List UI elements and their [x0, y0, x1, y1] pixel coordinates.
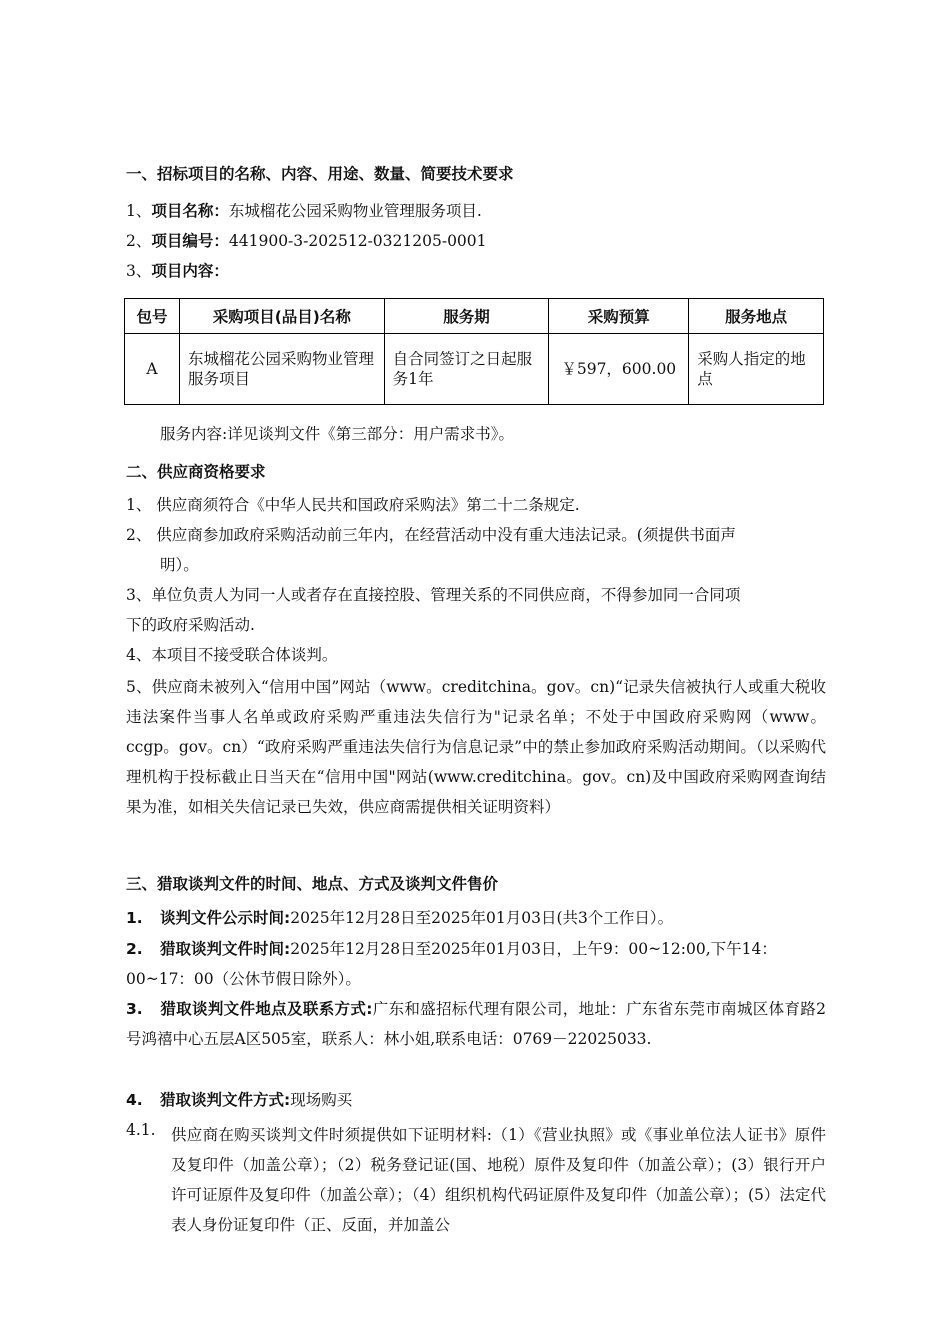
col-header-package: 包号 — [125, 299, 180, 334]
qualification-item-3-cont: 下的政府采购活动. — [126, 616, 255, 634]
qualification-item-4: 4、本项目不接受联合体谈判。 — [126, 646, 338, 664]
project-name-line — [126, 201, 826, 221]
item-label: 谈判文件公示时间: — [160, 909, 291, 927]
col-header-item-name: 采购项目(品目)名称 — [179, 299, 384, 334]
item-number: 3. — [126, 1000, 143, 1018]
item-text: 供应商在购买谈判文件时须提供如下证明材料:（1）《营业执照》或《事业单位法人证书》原件及复印件（加盖公章）；（2）税务登记证(国、地税）原件及复印件（加盖公章）；(3）银行开户许可证原件及复印件（加盖公章）；（4）组织机构代码证原件及复印件（加盖公章）；(5）法定代表人身份证复印件（正、反面，并加盖公 — [171, 1126, 826, 1234]
project-name-value: 东城榴花公园采购物业管理服务项目. — [228, 202, 482, 220]
project-name-label: 项目名称： — [151, 202, 229, 220]
qualification-item-1: 1、 供应商须符合《中华人民共和国政府采购法》第二十二条规定. — [126, 496, 580, 514]
item-text: 广东和盛招标代理有限公司，地址：广东省东莞市南城区体育路2号鸿禧中心五层A区505室，联系人：林小姐,联系电话：0769－22025033. — [126, 1000, 826, 1048]
item-text: 2025年12月28日至2025年01月03日(共3个工作日）。 — [290, 909, 674, 927]
item-label: 猎取谈判文件时间: — [160, 940, 291, 958]
project-number-value: 441900-3-202512-0321205-0001 — [228, 232, 487, 250]
item-prefix: 1、 — [126, 202, 152, 220]
section1-title: 一、招标项目的名称、内容、用途、数量、简要技术要求 — [126, 165, 514, 183]
qualification-item-2-cont: 明）。 — [160, 556, 199, 574]
cell-service-location: 采购人指定的地点 — [689, 334, 824, 405]
cell-budget: ￥597，600.00 — [549, 334, 689, 405]
item-label: 猎取谈判文件方式: — [160, 1091, 291, 1109]
item-text: 现场购买 — [290, 1091, 353, 1109]
col-header-service-location: 服务地点 — [689, 299, 824, 334]
item-number: 1. — [126, 909, 143, 927]
item-label: 猎取谈判文件地点及联系方式: — [160, 1000, 373, 1018]
cell-item-name: 东城榴花公园采购物业管理服务项目 — [179, 334, 384, 405]
project-number-line — [126, 231, 826, 251]
item-text: 2025年12月28日至2025年01月03日，上午9：00~12:00,下午14：00~17：00（公休节假日除外）。 — [126, 940, 777, 988]
obtain-item-1 — [126, 908, 826, 928]
col-header-budget: 采购预算 — [549, 299, 689, 334]
qualification-item-5: 5、供应商未被列入“信用中国”网站（www。creditchina。gov。cn)“记录失信被执行人或重大税收违法案件当事人名单或政府采购严重违法失信行为"记录名单；不处于中国政府采购网（www。ccgp。gov。cn）“政府采购严重违法失信行为信息记录”中的禁止参加政府采购活动期间。（以采购代理机构于投标截止日当天在“信用中国"网站(www.creditchina。gov。cn)及中国政府采购网查询结果为准，如相关失信记录已失效，供应商需提供相关证明资料） — [126, 678, 826, 816]
section3-title: 三、猎取谈判文件的时间、地点、方式及谈判文件售价 — [126, 875, 499, 893]
cell-service-period: 自合同签订之日起服务1年 — [384, 334, 549, 405]
project-number-label: 项目编号： — [151, 232, 229, 250]
project-content-line — [126, 261, 826, 281]
item-number: 4. — [126, 1091, 143, 1109]
section2-title: 二、供应商资格要求 — [126, 463, 266, 481]
item-number: 2. — [126, 940, 143, 958]
qualification-item-2: 2、 供应商参加政府采购活动前三年内，在经营活动中没有重大违法记录。(须提供书面声 — [126, 526, 736, 544]
item-prefix: 2、 — [126, 232, 152, 250]
qualification-item-3: 3、单位负责人为同一人或者存在直接控股、管理关系的不同供应商，不得参加同一合同项 — [126, 586, 741, 604]
item-number: 4.1. — [126, 1121, 156, 1139]
cell-package: A — [125, 334, 180, 405]
obtain-item-3 — [126, 994, 826, 1054]
obtain-item-4 — [126, 1090, 826, 1110]
obtain-item-2 — [126, 934, 826, 994]
item-prefix: 3、 — [126, 262, 152, 280]
col-header-service-period: 服务期 — [384, 299, 549, 334]
service-content: 服务内容:详见谈判文件《第三部分：用户需求书》。 — [160, 425, 514, 443]
table-row — [125, 334, 824, 405]
table-header-row — [125, 299, 824, 334]
procurement-table — [124, 298, 824, 405]
project-content-label: 项目内容： — [151, 262, 229, 280]
